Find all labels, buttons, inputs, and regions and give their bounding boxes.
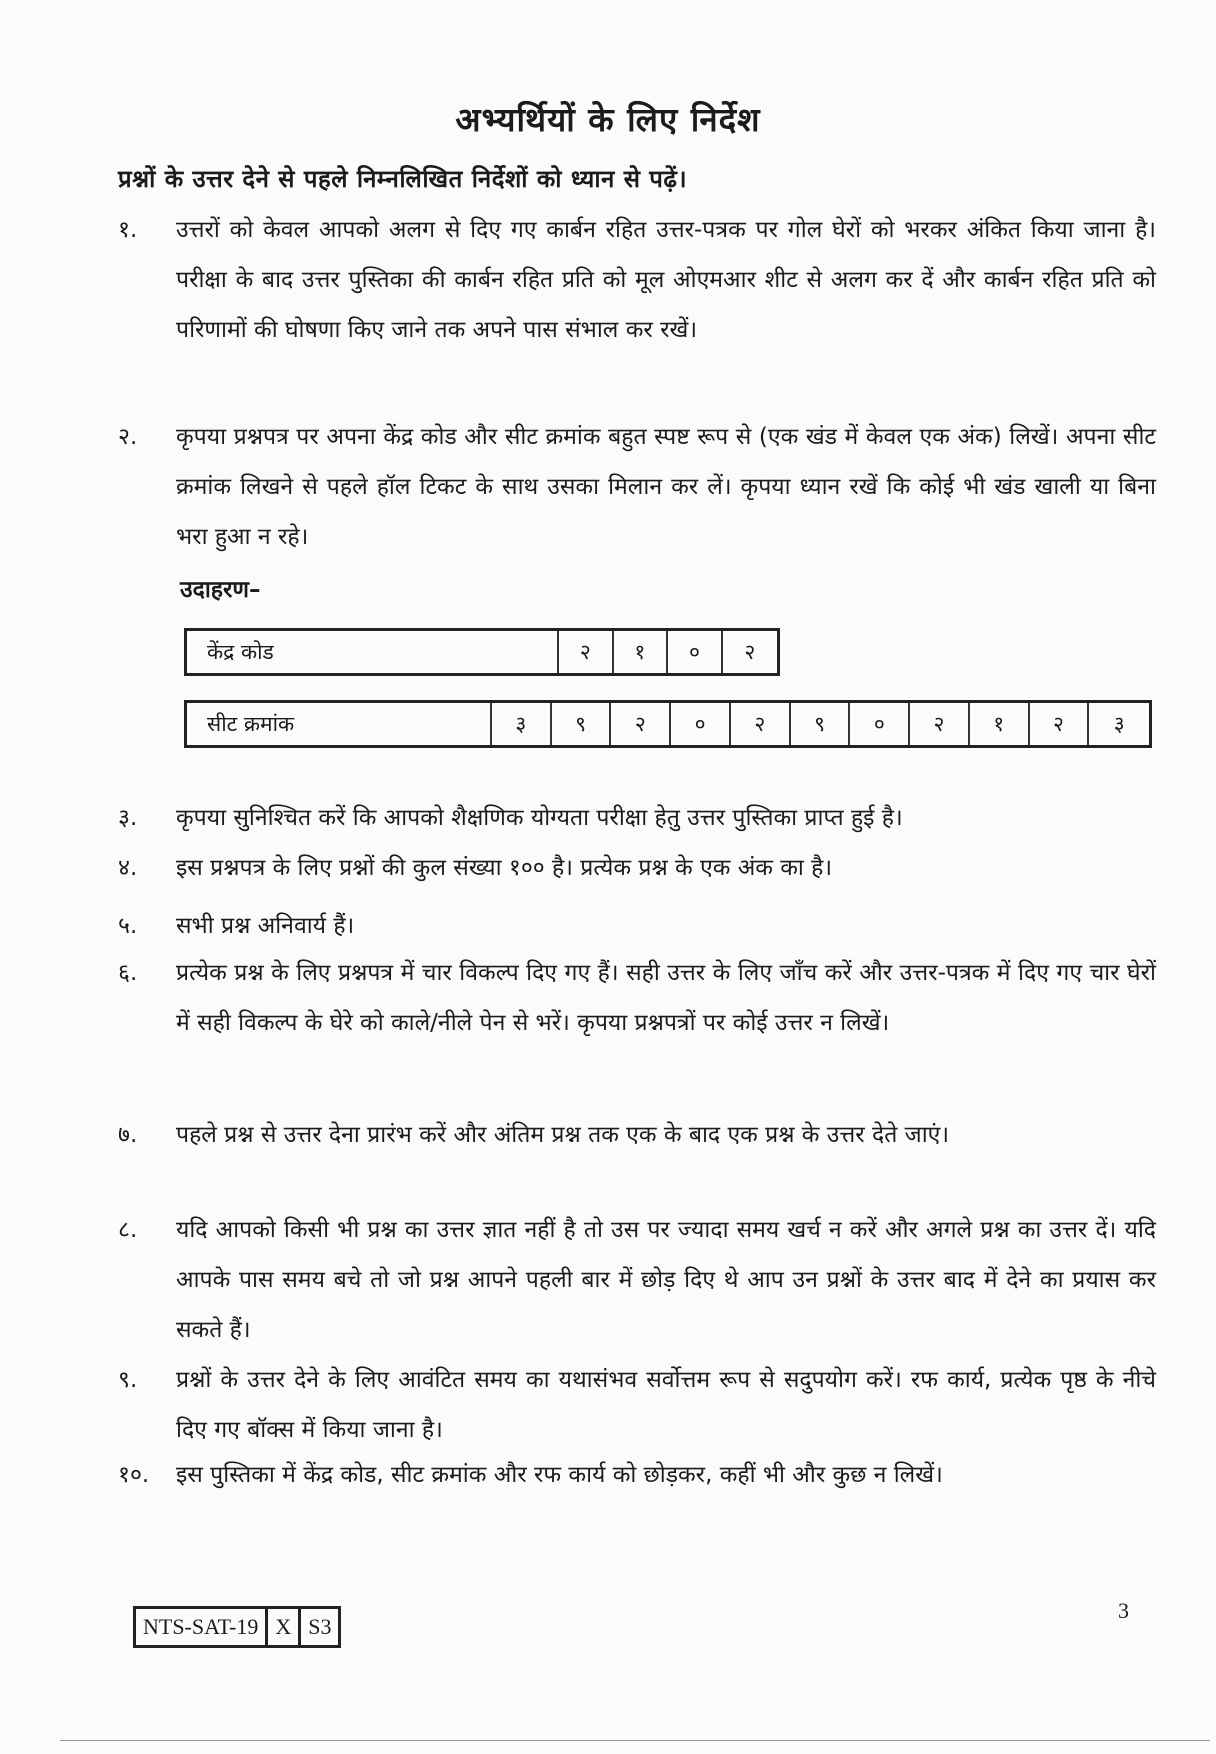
booklet-code: NTS-SAT-19 xyxy=(143,1614,259,1639)
booklet-code-box xyxy=(133,1606,341,1648)
page-number: 3 xyxy=(1118,1598,1129,1623)
item-number: २. xyxy=(118,424,138,450)
item-text: कृपया प्रश्नपत्र पर अपना केंद्र कोड और सीट क्रमांक बहुत स्पष्ट रूप से (एक खंड में केवल एक अंक) लिखें। अपना सीट क्रमांक लिखने से पहले हॉल टिकट के साथ उसका मिलान कर लें। कृपया ध्यान रखें कि कोई भी खंड खाली या बिना भरा हुआ न रहे। xyxy=(176,424,1156,550)
item-number: ५. xyxy=(118,913,138,939)
page-subtitle: प्रश्नों के उत्तर देने से पहले निम्नलिखित निर्देशों को ध्यान से पढ़ें। xyxy=(118,165,688,193)
item-number: ८. xyxy=(118,1217,138,1243)
item-text: इस प्रश्नपत्र के लिए प्रश्नों की कुल संख्या १०० है। प्रत्येक प्रश्न के एक अंक का है। xyxy=(176,855,833,881)
seat-number-label: सीट क्रमांक xyxy=(186,702,492,747)
item-text: पहले प्रश्न से उत्तर देना प्रारंभ करें और अंतिम प्रश्न तक एक के बाद एक प्रश्न के उत्तर देते जाएं। xyxy=(176,1122,950,1148)
item-number: ४. xyxy=(118,855,138,881)
item-number: ६. xyxy=(118,960,138,986)
seat-digit: ० xyxy=(670,702,730,747)
seat-digit: ९ xyxy=(551,702,611,747)
center-code-label: केंद्र कोड xyxy=(186,630,559,675)
item-number: १०. xyxy=(118,1462,150,1488)
item-number: ७. xyxy=(118,1122,138,1148)
item-text: कृपया सुनिश्चित करें कि आपको शैक्षणिक योग्यता परीक्षा हेतु उत्तर पुस्तिका प्राप्त हुई है। xyxy=(176,805,903,831)
seat-digit: ३ xyxy=(1088,702,1150,747)
seat-digit: २ xyxy=(1029,702,1089,747)
item-number: ३. xyxy=(118,805,138,831)
code-digit: ० xyxy=(667,630,722,675)
page-title: अभ्यर्थियों के लिए निर्देश xyxy=(455,100,761,139)
seat-digit: २ xyxy=(610,702,670,747)
seat-digit: १ xyxy=(969,702,1029,747)
code-digit: २ xyxy=(722,630,779,675)
seat-digit: २ xyxy=(730,702,790,747)
seat-digit: २ xyxy=(909,702,969,747)
item-text: उत्तरों को केवल आपको अलग से दिए गए कार्बन रहित उत्तर-पत्रक पर गोल घेरों को भरकर अंकित किया जाना है। परीक्षा के बाद उत्तर पुस्तिका की कार्बन रहित प्रति को मूल ओएमआर शीट से अलग कर दें और कार्बन रहित प्रति को परिणामों की घोषणा किए जाने तक अपने पास संभाल कर रखें। xyxy=(176,217,1156,343)
seat-digit: ० xyxy=(849,702,909,747)
item-text: सभी प्रश्न अनिवार्य हैं। xyxy=(176,913,355,939)
item-number: १. xyxy=(118,217,138,243)
center-code-table xyxy=(184,628,780,676)
booklet-class: X xyxy=(265,1609,298,1645)
seat-number-table xyxy=(184,700,1152,748)
item-text: यदि आपको किसी भी प्रश्न का उत्तर ज्ञात नहीं है तो उस पर ज्यादा समय खर्च न करें और अगले प्रश्न का उत्तर दें। यदि आपके पास समय बचे तो जो प्रश्न आपने पहली बार में छोड़ दिए थे आप उन प्रश्नों के उत्तर बाद में देने का प्रयास कर सकते हैं। xyxy=(176,1217,1156,1343)
item-number: ९. xyxy=(118,1367,138,1393)
example-label: उदाहरण– xyxy=(180,577,261,603)
bottom-divider xyxy=(60,1740,1210,1741)
item-text: प्रश्नों के उत्तर देने के लिए आवंटित समय का यथासंभव सर्वोत्तम रूप से सदुपयोग करें। रफ कार्य, प्रत्येक पृष्ठ के नीचे दिए गए बॉक्स में किया जाना है। xyxy=(176,1367,1156,1443)
booklet-set: S3 xyxy=(298,1609,338,1645)
item-text: प्रत्येक प्रश्न के लिए प्रश्नपत्र में चार विकल्प दिए गए हैं। सही उत्तर के लिए जाँच करें और उत्तर-पत्रक में दिए गए चार घेरों में सही विकल्प के घेरे को काले/नीले पेन से भरें। कृपया प्रश्नपत्रों पर कोई उत्तर न लिखें। xyxy=(176,960,1156,1036)
code-digit: १ xyxy=(613,630,668,675)
item-text: इस पुस्तिका में केंद्र कोड, सीट क्रमांक और रफ कार्य को छोड़कर, कहीं भी और कुछ न लिखें। xyxy=(176,1462,943,1488)
seat-digit: ३ xyxy=(491,702,551,747)
code-digit: २ xyxy=(558,630,613,675)
seat-digit: ९ xyxy=(790,702,850,747)
